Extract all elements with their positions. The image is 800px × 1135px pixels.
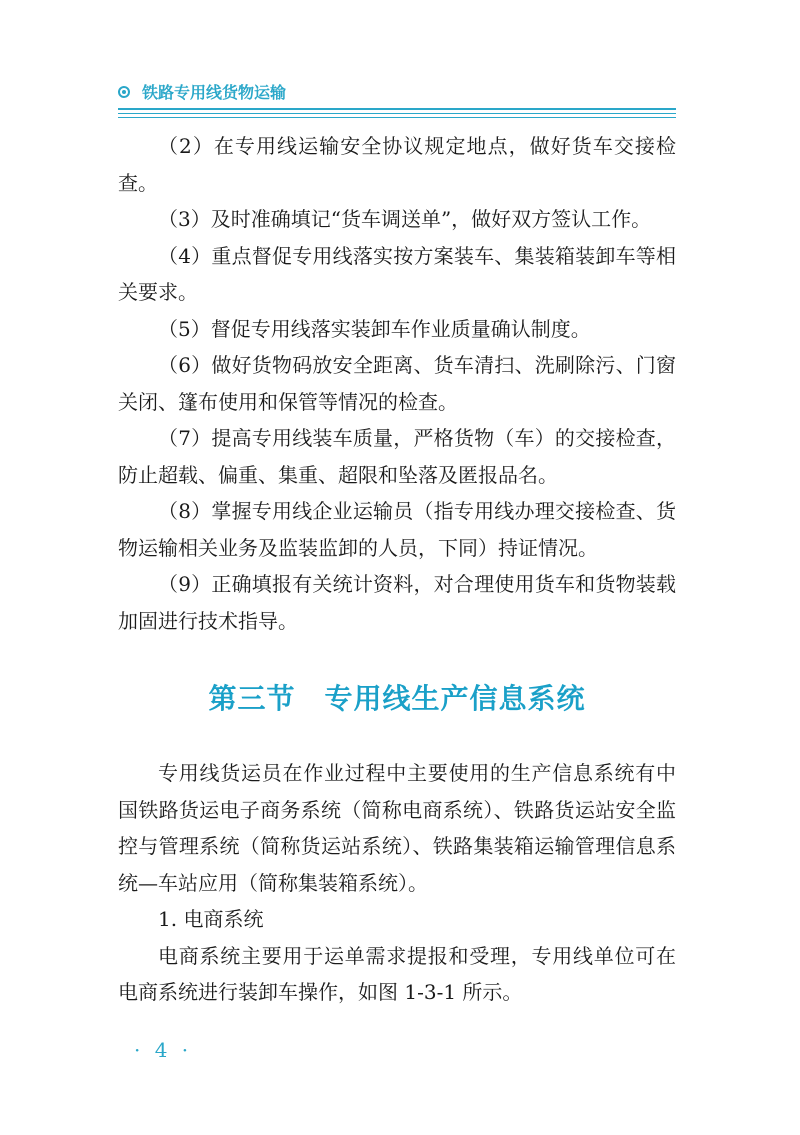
list-item: （3）及时准确填记“货车调送单”，做好双方签认工作。 [158, 207, 652, 231]
page-number: · 4 · [134, 1038, 193, 1062]
body-paragraph: 电商系统主要用于运单需求提报和受理，专用线单位可在电商系统进行装卸车操作，如图 1-3-1 所示。 [118, 943, 676, 1004]
circle-bullet-icon [118, 86, 130, 98]
section-title: 第三节 专用线生产信息系统 [208, 682, 586, 715]
book-title: 铁路专用线货物运输 [142, 83, 287, 102]
running-header [118, 80, 286, 103]
list-item: （9）正确填报有关统计资料，对合理使用货车和货物装载加固进行技术指导。 [118, 572, 676, 633]
subsection-heading: 1. 电商系统 [158, 907, 264, 931]
list-item: （5）督促专用线落实装卸车作业质量确认制度。 [158, 316, 591, 341]
header-rule [118, 108, 676, 110]
list-item: （8）掌握专用线企业运输员（指专用线办理交接检查、货物运输相关业务及监装监卸的人员，下同）持证情况。 [118, 499, 676, 560]
list-item: （7）提高专用线装车质量，严格货物（车）的交接检查，防止超载、偏重、集重、超限和坠落及匿报品名。 [118, 426, 676, 487]
header-rule [118, 113, 676, 114]
list-item: （4）重点督促专用线落实按方案装车、集装箱装卸车等相关要求。 [118, 243, 676, 304]
header-rule [118, 117, 676, 118]
list-item: （2）在专用线运输安全协议规定地点，做好货车交接检查。 [118, 134, 676, 195]
list-item: （6）做好货物码放安全距离、货车清扫、洗刷除污、门窗关闭、篷布使用和保管等情况的检查。 [118, 353, 676, 414]
body-paragraph: 专用线货运员在作业过程中主要使用的生产信息系统有中国铁路货运电子商务系统（简称电商系统）、铁路货运站安全监控与管理系统（简称货运站系统）、铁路集装箱运输管理信息系统—车站应用（简称集装箱系统）。 [118, 761, 676, 895]
page-body [118, 128, 676, 1011]
